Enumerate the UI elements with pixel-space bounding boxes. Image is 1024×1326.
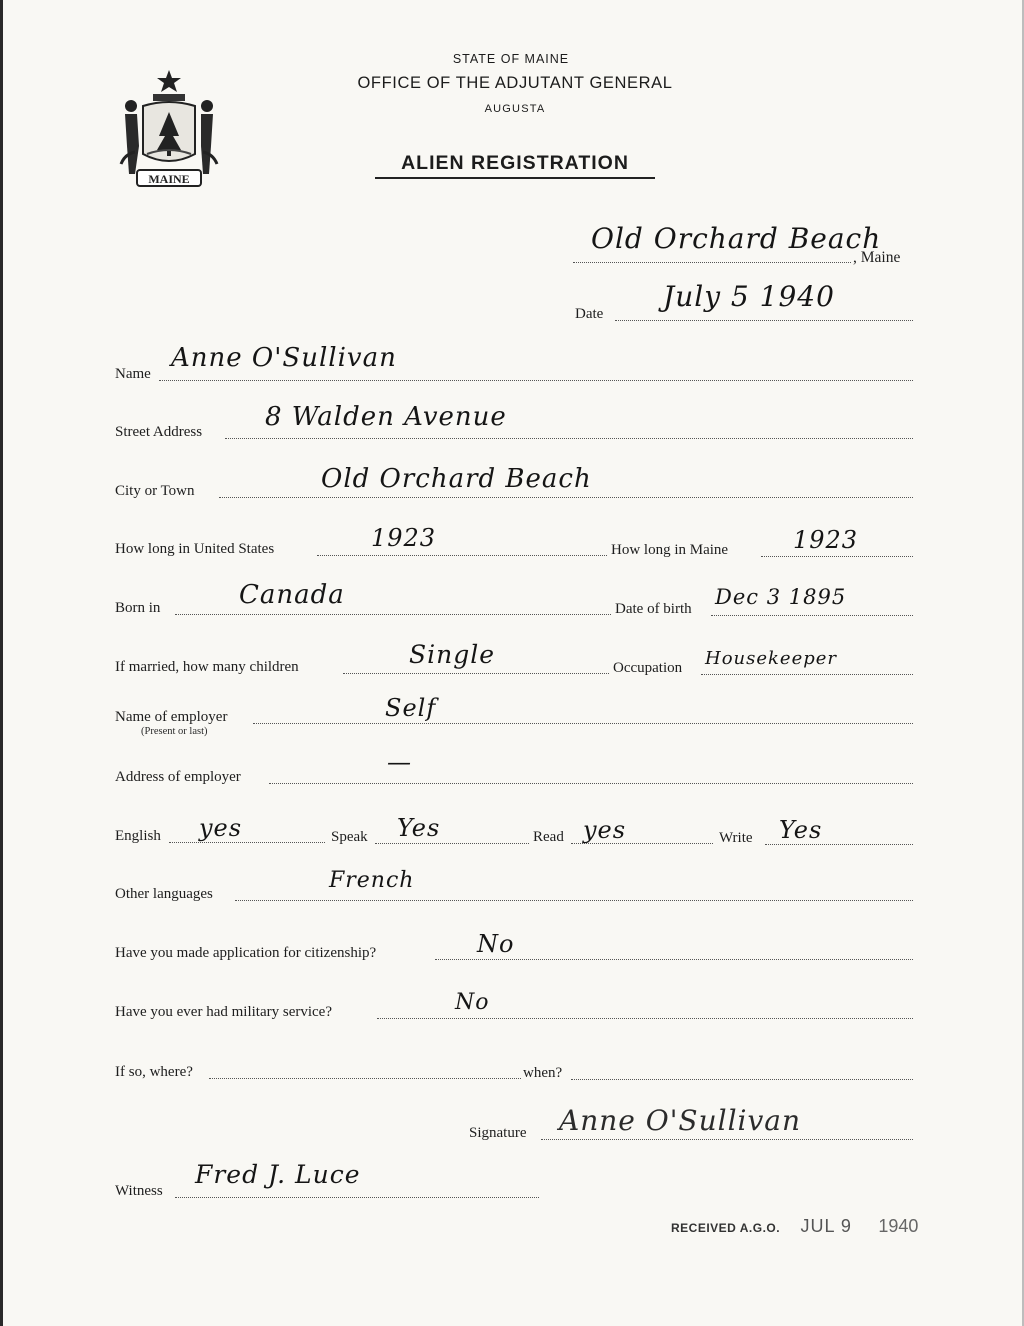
citizenship-value: No	[477, 930, 515, 958]
stamp-date: JUL 9	[800, 1216, 852, 1236]
military-label: Have you ever had military service?	[115, 1004, 332, 1020]
city-label: City or Town	[115, 483, 195, 499]
born-in-label: Born in	[115, 600, 161, 616]
city-value: Old Orchard Beach	[321, 464, 592, 494]
dob-value: Dec 3 1895	[715, 585, 847, 609]
read-label: Read	[533, 829, 564, 845]
when-label: when?	[523, 1065, 563, 1081]
occupation-label: Occupation	[613, 660, 683, 676]
speak-label: Speak	[331, 829, 368, 845]
where-line	[209, 1078, 521, 1079]
employer-label: Name of employer	[115, 709, 228, 725]
military-line	[377, 1018, 913, 1019]
children-line	[343, 673, 609, 674]
employer-sublabel: (Present or last)	[141, 726, 208, 737]
state-heading: STATE OF MAINE	[452, 52, 570, 66]
employer-line	[253, 723, 913, 724]
date-label: Date	[575, 306, 604, 322]
street-label: Street Address	[115, 424, 203, 440]
received-stamp	[671, 1216, 918, 1237]
city-line	[219, 497, 913, 498]
dob-label: Date of birth	[615, 601, 692, 617]
employer-address-label: Address of employer	[115, 769, 241, 785]
write-label: Write	[719, 830, 753, 846]
employer-address-value: —	[387, 748, 412, 776]
date-value: July 5 1940	[663, 280, 835, 313]
location-value: Old Orchard Beach	[591, 222, 882, 255]
occupation-value: Housekeeper	[705, 648, 838, 669]
citizenship-label: Have you made application for citizenship?	[115, 945, 377, 961]
us-years-value: 1923	[371, 524, 437, 552]
other-languages-line	[235, 900, 913, 901]
witness-label: Witness	[115, 1183, 163, 1199]
street-line	[225, 438, 913, 439]
born-in-line	[175, 614, 611, 615]
signature-label: Signature	[469, 1125, 527, 1141]
english-label: English	[115, 828, 161, 844]
other-languages-value: French	[329, 868, 415, 893]
witness-value: Fred J. Luce	[195, 1160, 361, 1189]
speak-line	[375, 843, 529, 844]
other-languages-label: Other languages	[115, 886, 213, 902]
when-line	[571, 1079, 913, 1080]
name-value: Anne O'Sullivan	[171, 343, 397, 373]
name-line	[159, 380, 913, 381]
english-line	[169, 842, 325, 843]
signature-line	[541, 1139, 913, 1140]
born-in-value: Canada	[239, 580, 345, 610]
location-line	[573, 262, 851, 263]
employer-value: Self	[385, 694, 437, 722]
witness-line	[175, 1197, 539, 1198]
us-years-label: How long in United States	[115, 541, 275, 557]
city-heading: AUGUSTA	[484, 103, 546, 115]
read-value: yes	[583, 816, 627, 844]
speak-value: Yes	[397, 814, 441, 842]
stamp-year: 1940	[878, 1216, 919, 1236]
dob-line	[711, 615, 913, 616]
maine-years-label: How long in Maine	[611, 542, 729, 558]
where-label: If so, where?	[115, 1064, 193, 1080]
write-line	[765, 844, 913, 845]
date-line	[615, 320, 913, 321]
occupation-line	[701, 674, 913, 675]
us-years-line	[317, 555, 607, 556]
street-value: 8 Walden Avenue	[265, 402, 507, 432]
employer-address-line	[269, 783, 913, 784]
english-value: yes	[199, 814, 243, 842]
write-value: Yes	[779, 816, 823, 844]
maine-years-line	[761, 556, 913, 557]
children-label: If married, how many children	[115, 659, 299, 675]
form-title: ALIEN REGISTRATION	[375, 152, 655, 179]
children-value: Single	[409, 640, 496, 669]
maine-years-value: 1923	[793, 526, 859, 554]
location-suffix: , Maine	[853, 249, 901, 266]
citizenship-line	[435, 959, 913, 960]
stamp-received-text: RECEIVED A.G.O.	[671, 1221, 781, 1235]
office-heading: OFFICE OF THE ADJUTANT GENERAL	[357, 74, 673, 92]
military-value: No	[455, 990, 490, 1015]
name-label: Name	[115, 366, 151, 382]
seal-text: MAINE	[148, 172, 190, 186]
signature-value: Anne O'Sullivan	[559, 1104, 802, 1137]
